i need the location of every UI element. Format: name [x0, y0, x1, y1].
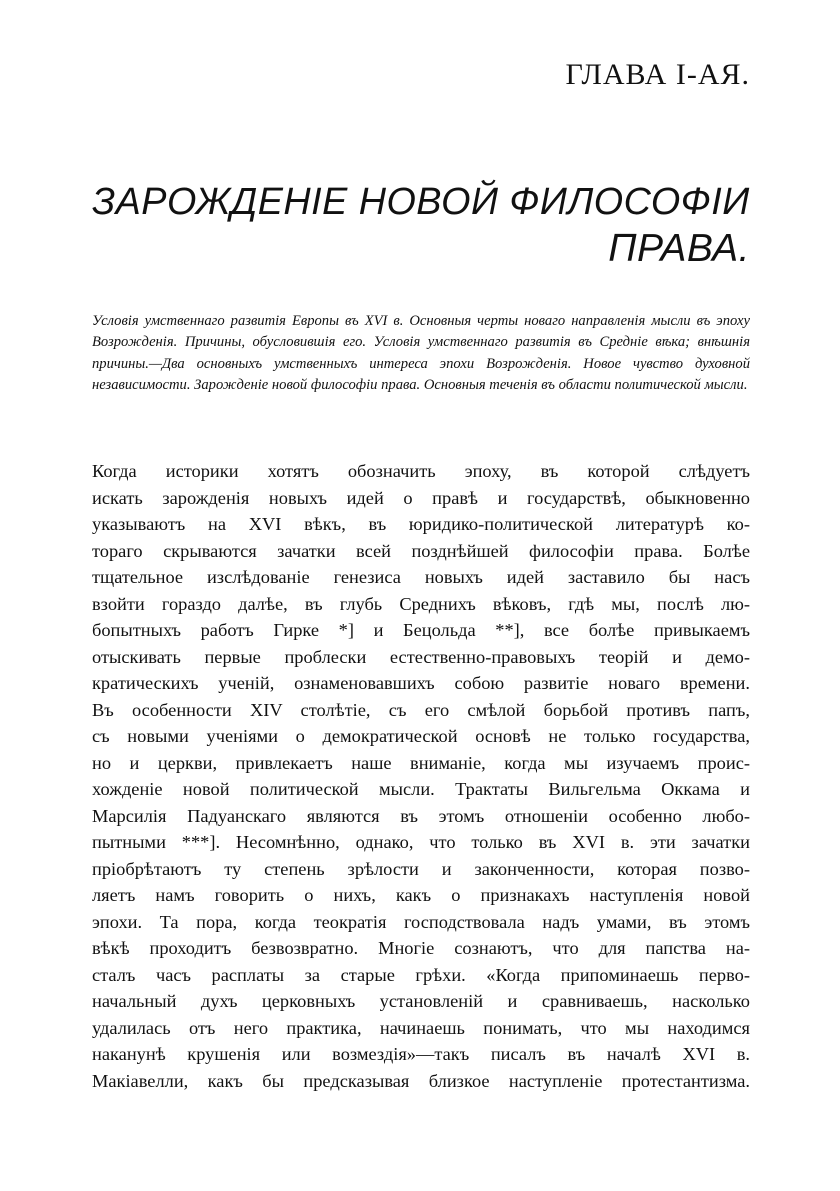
chapter-title-line-2: ПРАВА.	[608, 227, 750, 270]
body-line: наканунѣ крушенія или возмездія»—такъ писалъ въ началѣ XVI в.	[92, 1044, 750, 1064]
body-line: отыскивать первые проблески естественно-правовыхъ теорій и демо-	[92, 646, 750, 667]
body-line: эпохи. Та пора, когда теократія господствовала надъ умами, въ этомъ	[92, 911, 750, 932]
body-line: тораго скрываются зачатки всей позднѣйшей философіи права. Болѣе	[92, 540, 750, 561]
body-line: пріобрѣтаютъ ту степень зрѣлости и законченности, которая позво-	[92, 858, 750, 879]
body-text	[92, 458, 750, 1094]
body-line: сталъ часъ расплаты за старые грѣхи. «Когда припоминаешь перво-	[92, 964, 750, 985]
chapter-title	[92, 178, 750, 272]
body-line: Марсилія Падуанскаго являются въ этомъ отношеніи особенно любо-	[92, 805, 750, 826]
body-line: Въ особенности XIV столѣтіе, съ его смѣлой борьбой противъ папъ,	[92, 699, 750, 720]
body-line: тщательное изслѣдованіе генезиса новыхъ идей заставило бы насъ	[92, 567, 750, 587]
body-line: пытными ***]. Несомнѣнно, однако, что только въ XVI в. эти зачатки	[92, 832, 750, 852]
body-line: начальный духъ церковныхъ установленій и сравниваешь, насколько	[92, 991, 750, 1011]
body-line: кратическихъ ученій, ознаменовавшихъ собою развитіе новаго времени.	[92, 673, 750, 693]
body-line: взойти гораздо далѣе, въ глубь Среднихъ вѣковъ, гдѣ мы, послѣ лю-	[92, 593, 750, 614]
body-line: Макіавелли, какъ бы предсказывая близкое наступленіе протестантизма.	[92, 1070, 750, 1091]
chapter-title-line-1: ЗАРОЖДЕНІЕ НОВОЙ ФИЛОСОФІИ	[92, 180, 750, 222]
body-line: съ новыми ученіями о демократической основѣ не только государства,	[92, 726, 750, 746]
body-line: удалилась отъ него практика, начинаешь понимать, что мы находимся	[92, 1017, 750, 1038]
body-line: бопытныхъ работъ Гирке *] и Бецольда **], все болѣе привыкаемъ	[92, 620, 750, 640]
chapter-heading: ГЛАВА I-АЯ.	[565, 58, 750, 91]
body-line: но и церкви, привлекаетъ наше вниманіе, когда мы изучаемъ проис-	[92, 752, 750, 773]
body-line: Когда историки хотятъ обозначить эпоху, въ которой слѣдуетъ	[92, 461, 750, 481]
body-line: ляетъ намъ говорить о нихъ, какъ о признакахъ наступленія новой	[92, 885, 750, 905]
chapter-summary: Условія умственнаго развитія Европы въ XVI в. Основныя черты новаго направленія мысли въ эпоху Возрожденія. Причины, обусловившія его. Условія умственнаго развитія въ Средніе вѣка; внѣшнія причины.—Два основныхъ умственныхъ интереса эпохи Возрожденія. Новое чувство духовной независимости. Зарожденіе новой философіи права. Основныя теченія въ области политической мысли.	[92, 313, 750, 394]
body-line: искать зарожденія новыхъ идей о правѣ и государствѣ, обыкновенно	[92, 487, 750, 508]
body-line: вѣкѣ проходитъ безвозвратно. Многіе сознаютъ, что для папства на-	[92, 938, 750, 958]
body-line: указываютъ на XVI вѣкъ, въ юридико-политической литературѣ ко-	[92, 514, 750, 534]
body-line: хожденіе новой политической мысли. Трактаты Вильгельма Оккама и	[92, 779, 750, 799]
